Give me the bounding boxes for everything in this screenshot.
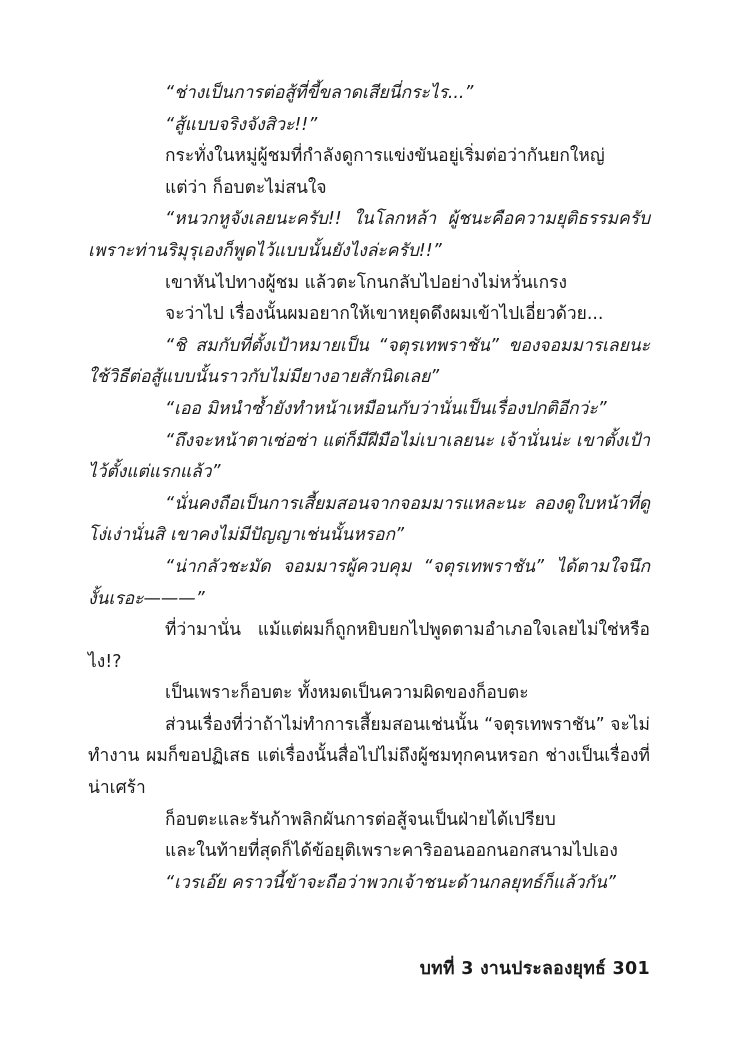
paragraph-text: “นั่นคงถือเป็นการเสี้ยมสอนจากจอมมารแหละนะ ลองดูใบหน้าที่ดูโง่เง่านั่นสิ เขาคงไม่มีปัญญาเช่นนั้นหรอก” xyxy=(88,493,650,546)
paragraph xyxy=(88,805,650,837)
paragraph xyxy=(88,299,650,331)
paragraph-text: ที่ว่ามานั่น แม้แต่ผมก็ถูกหยิบยกไปพูดตามอำเภอใจเลยไม่ใช่หรือไง!? xyxy=(88,620,650,672)
paragraph-text: “เออ มิหนำซ้ำยังทำหน้าเหมือนกับว่านั่นเป็นเรื่องปกติอีกว่ะ” xyxy=(165,398,607,419)
paragraph-text: “ชิ สมกับที่ตั้งเป้าหมายเป็น “จตุรเทพราชัน” ของจอมมารเลยนะ ใช้วิธีต่อสู้แบบนั้นราวกับไม่มียางอายสักนิดเลย” xyxy=(88,335,650,388)
paragraph-text: และในท้ายที่สุดก็ได้ข้อยุติเพราะคาริออนออกนอกสนามไปเอง xyxy=(165,841,618,862)
paragraph xyxy=(88,141,650,173)
paragraph-text: “หนวกหูจังเลยนะครับ!! ในโลกหล้า ผู้ชนะคือความยุติธรรมครับ เพราะท่านริมุรุเองก็พูดไว้แบบนั้นยังไงล่ะครับ!!” xyxy=(88,209,650,261)
paragraph xyxy=(88,78,650,110)
paragraph xyxy=(88,204,650,267)
paragraph-text: เป็นเพราะก็อบตะ ทั้งหมดเป็นความผิดของก็อบตะ xyxy=(165,683,529,704)
paragraph xyxy=(88,426,650,489)
page-footer xyxy=(420,957,650,981)
chapter-page-label: บทที่ 3 งานประลองยุทธ์ 301 xyxy=(419,959,650,979)
paragraph xyxy=(88,836,650,868)
paragraph xyxy=(88,489,650,552)
body-text xyxy=(88,78,650,899)
paragraph-text: จะว่าไป เรื่องนั้นผมอยากให้เขาหยุดดึงผมเข้าไปเอี่ยวด้วย... xyxy=(165,304,604,325)
paragraph xyxy=(88,710,650,805)
paragraph xyxy=(88,552,650,615)
paragraph-text: “ช่างเป็นการต่อสู้ที่ขี้ขลาดเสียนี่กระไร...” xyxy=(165,83,474,103)
paragraph xyxy=(88,110,650,142)
paragraph xyxy=(88,173,650,205)
paragraph-text: ส่วนเรื่องที่ว่าถ้าไม่ทำการเสี้ยมสอนเช่นนั้น “จตุรเทพราชัน” จะไม่ทำงาน ผมก็ขอปฏิเสธ แต่เรื่องนั้นสื่อไปไม่ถึงผู้ชมทุกคนหรอก ช่างเป็นเรื่องที่น่าเศร้า xyxy=(88,714,650,799)
paragraph xyxy=(88,394,650,426)
paragraph xyxy=(88,678,650,710)
paragraph-text: ก็อบตะและรันก้าพลิกผันการต่อสู้จนเป็นฝ่ายได้เปรียบ xyxy=(165,809,556,830)
paragraph-text: เขาหันไปทางผู้ชม แล้วตะโกนกลับไปอย่างไม่หวั่นเกรง xyxy=(165,272,567,293)
paragraph xyxy=(88,615,650,678)
paragraph-text: กระทั่งในหมู่ผู้ชมที่กำลังดูการแข่งขันอยู่เริ่มต่อว่ากันยกใหญ่ xyxy=(165,146,605,167)
paragraph xyxy=(88,868,650,900)
paragraph-text: “น่ากลัวชะมัด จอมมารผู้ควบคุม “จตุรเทพราชัน” ได้ตามใจนึกงั้นเรอะ———” xyxy=(88,556,650,609)
paragraph xyxy=(88,268,650,300)
paragraph-text: “ถึงจะหน้าตาเซ่อซ่า แต่ก็มีฝีมือไม่เบาเลยนะ เจ้านั่นน่ะ เขาตั้งเป้าไว้ตั้งแต่แรกแล้ว” xyxy=(88,430,650,483)
paragraph-text: “เวรเอ๊ย คราวนี้ข้าจะถือว่าพวกเจ้าชนะด้านกลยุทธ์ก็แล้วกัน” xyxy=(165,872,616,893)
paragraph-text: แต่ว่า ก็อบตะไม่สนใจ xyxy=(165,177,327,198)
paragraph xyxy=(88,331,650,394)
paragraph-text: “สู้แบบจริงจังสิวะ!!” xyxy=(165,114,318,135)
